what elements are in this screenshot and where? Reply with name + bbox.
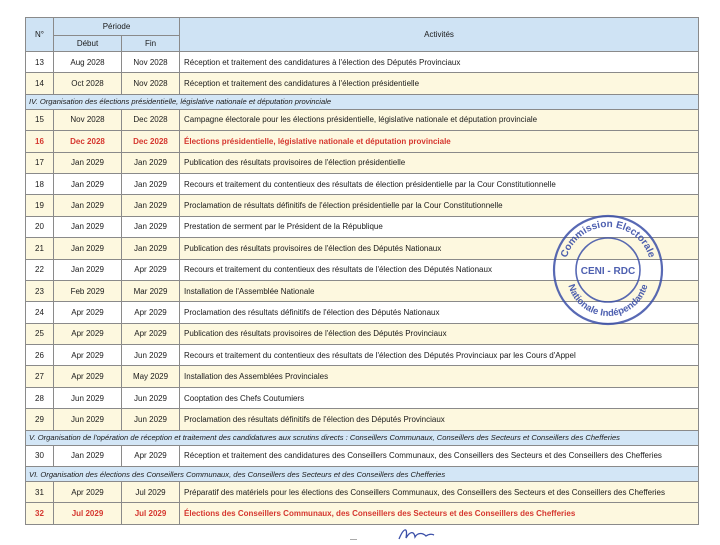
section-title: VI. Organisation des élections des Conseillers Communaux, des Conseillers des Secteurs et des Conseillers des Chefferies [26,467,699,482]
row-start-date: Apr 2029 [54,366,122,387]
row-end-date: Jun 2029 [122,345,180,366]
table-row [26,131,699,152]
row-number: 19 [26,195,54,216]
table-row [26,387,699,408]
row-start-date: Jan 2029 [54,216,122,237]
row-start-date: Apr 2029 [54,323,122,344]
row-start-date: Jan 2029 [54,445,122,466]
row-end-date: Mar 2029 [122,280,180,301]
section-title: V. Organisation de l'opération de réception et traitement des candidatures aux scrutins directs : Conseillers Communaux, Conseillers des Secteurs et Conseillers des Chefferies [26,430,699,445]
table-row [26,503,699,524]
row-end-date: Apr 2029 [122,445,180,466]
row-activity: Réception et traitement des candidatures des Conseillers Communaux, des Conseillers des Secteurs et des Conseillers des Chefferies [180,445,699,466]
row-end-date: Apr 2029 [122,259,180,280]
row-end-date: Jul 2029 [122,503,180,524]
row-start-date: Apr 2029 [54,302,122,323]
stamp-ring-bottom-text: Nationale Indépendante [565,282,651,320]
table-row [26,173,699,194]
row-activity: Proclamation des résultats définitifs de l'élection des Députés Provinciaux [180,409,699,430]
row-number: 24 [26,302,54,323]
row-start-date: Jan 2029 [54,259,122,280]
table-row [26,73,699,94]
row-start-date: Nov 2028 [54,109,122,130]
row-start-date: Jan 2029 [54,173,122,194]
row-number: 26 [26,345,54,366]
row-activity: Publication des résultats provisoires de l'élection des Députés Provinciaux [180,323,699,344]
row-start-date: Jan 2029 [54,238,122,259]
row-end-date: Apr 2029 [122,323,180,344]
row-end-date: Jan 2029 [122,238,180,259]
row-end-date: Jan 2029 [122,195,180,216]
row-start-date: Aug 2028 [54,52,122,73]
row-number: 18 [26,173,54,194]
row-number: 23 [26,280,54,301]
row-end-date: Nov 2028 [122,52,180,73]
row-activity: Élections des Conseillers Communaux, des Conseillers des Secteurs et des Conseillers des Chefferies [180,503,699,524]
row-start-date: Apr 2029 [54,345,122,366]
row-number: 25 [26,323,54,344]
row-start-date: Apr 2029 [54,482,122,503]
section-title: IV. Organisation des élections présidentielle, législative nationale et députation provinciale [26,94,699,109]
row-number: 31 [26,482,54,503]
section-row [26,430,699,445]
row-start-date: Oct 2028 [54,73,122,94]
row-end-date: May 2029 [122,366,180,387]
section-row [26,94,699,109]
row-start-date: Jul 2029 [54,503,122,524]
row-activity: Proclamation de résultats définitifs de l'élection présidentielle par la Cour Constitutionnelle [180,195,699,216]
row-number: 22 [26,259,54,280]
row-activity: Recours et traitement du contentieux des résultats de élection présidentielle par la Cour Constitutionnelle [180,173,699,194]
page-number: — [350,536,357,543]
stamp-ring-top-text: Commission Electorale [559,218,657,260]
row-number: 32 [26,503,54,524]
header-debut: Début [54,36,122,52]
table-row [26,366,699,387]
row-end-date: Jan 2029 [122,216,180,237]
table-row [26,482,699,503]
row-activity: Prestation de serment par le Président de la République [180,216,699,237]
table-row [26,109,699,130]
row-number: 17 [26,152,54,173]
row-activity: Recours et traitement du contentieux des résultats de l'élection des Députés Provinciaux par les Cours d'Appel [180,345,699,366]
row-activity: Installation des Assemblées Provinciales [180,366,699,387]
row-number: 28 [26,387,54,408]
row-end-date: Dec 2028 [122,131,180,152]
row-activity: Proclamation des résultats définitifs de l'élection des Députés Nationaux [180,302,699,323]
row-end-date: Nov 2028 [122,73,180,94]
stamp-center-text: CENI - RDC [580,266,636,277]
row-activity: Élections présidentielle, législative nationale et députation provinciale [180,131,699,152]
row-end-date: Apr 2029 [122,302,180,323]
row-number: 20 [26,216,54,237]
row-number: 16 [26,131,54,152]
header-activites: Activités [180,18,699,52]
ceni-stamp [551,213,665,327]
row-start-date: Jan 2029 [54,195,122,216]
row-activity: Recours et traitement du contentieux des résultats de l'élection des Députés Nationaux [180,259,699,280]
row-activity: Préparatif des matériels pour les élections des Conseillers Communaux, des Conseillers des Secteurs et des Conseillers des Chefferies [180,482,699,503]
table-row [26,52,699,73]
row-end-date: Jun 2029 [122,409,180,430]
header-periode: Période [54,18,180,36]
table-header [26,18,699,52]
row-number: 30 [26,445,54,466]
row-end-date: Dec 2028 [122,109,180,130]
table-row [26,409,699,430]
row-start-date: Feb 2029 [54,280,122,301]
row-start-date: Dec 2028 [54,131,122,152]
row-activity: Cooptation des Chefs Coutumiers [180,387,699,408]
row-number: 15 [26,109,54,130]
row-end-date: Jun 2029 [122,387,180,408]
table-row [26,445,699,466]
row-activity: Publication des résultats provisoires de l'élection des Députés Nationaux [180,238,699,259]
section-row [26,467,699,482]
header-num: N° [26,18,54,52]
row-activity: Campagne électorale pour les élections présidentielle, législative nationale et députation provinciale [180,109,699,130]
row-number: 14 [26,73,54,94]
row-end-date: Jan 2029 [122,152,180,173]
row-activity: Installation de l'Assemblée Nationale [180,280,699,301]
row-start-date: Jan 2029 [54,152,122,173]
header-fin: Fin [122,36,180,52]
row-number: 27 [26,366,54,387]
row-number: 13 [26,52,54,73]
row-activity: Réception et traitement des candidatures à l'élection présidentielle [180,73,699,94]
signature-scribble [396,525,436,543]
row-activity: Publication des résultats provisoires de l'élection présidentielle [180,152,699,173]
row-start-date: Jun 2029 [54,409,122,430]
row-start-date: Jun 2029 [54,387,122,408]
row-activity: Réception et traitement des candidatures à l'élection des Députés Provinciaux [180,52,699,73]
row-number: 21 [26,238,54,259]
table-row [26,152,699,173]
row-end-date: Jul 2029 [122,482,180,503]
row-number: 29 [26,409,54,430]
table-row [26,345,699,366]
row-end-date: Jan 2029 [122,173,180,194]
